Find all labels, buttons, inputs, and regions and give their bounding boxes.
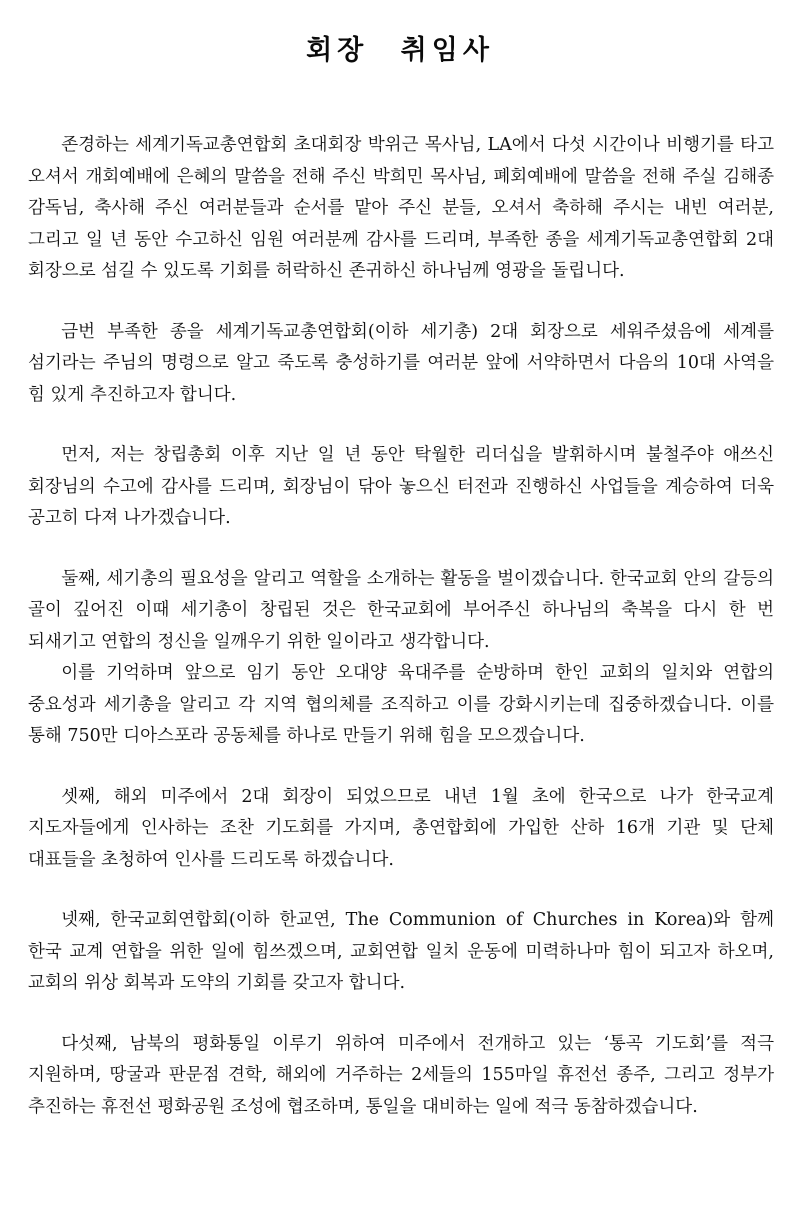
paragraph-greeting: 존경하는 세계기독교총연합회 초대회장 박위근 목사님, LA에서 다섯 시간이나 비행기를 타고 오셔서 개회예배에 은혜의 말씀을 전해 주신 박희민 목사님, 폐회예배에 말씀을 전해 주실 김해종 감독님, 축사해 주신 여러분들과 순서를 맡아 주신 분들, 오셔서 축하해 주시는 내빈 여러분, 그리고 일 년 동안 수고하신 임원 여러분께 감사를 드리며, 부족한 종을 세계기독교총연합회 2대 회장으로 섬길 수 있도록 기회를 허락하신 존귀하신 하나님께 영광을 돌립니다.: [28, 135, 774, 281]
page-title: 회장 취임사: [306, 35, 494, 66]
paragraph-second: 둘째, 세기총의 필요성을 알리고 역할을 소개하는 활동을 벌이겠습니다. 한국교회 안의 갈등의 골이 깊어진 이때 세기총이 창립된 것은 한국교회에 부어주신 하나님의 축복을 다시 한 번 되새기고 연합의 정신을 일깨우기 위한 일이라고 생각합니다.: [28, 568, 774, 652]
paragraph-third: 셋째, 해외 미주에서 2대 회장이 되었으므로 내년 1월 초에 한국으로 나가 한국교계 지도자들에게 인사하는 조찬 기도회를 가지며, 총연합회에 가입한 산하 16개 기관 및 단체 대표들을 초청하여 인사를 드리도록 하겠습니다.: [28, 786, 774, 870]
document-body: [28, 130, 774, 1123]
paragraph-fifth: 다섯째, 남북의 평화통일 이루기 위하여 미주에서 전개하고 있는 ‘통곡 기도회’를 적극 지원하며, 땅굴과 판문점 견학, 해외에 거주하는 2세들의 155마일 휴전선 종주, 그리고 정부가 추진하는 휴전선 평화공원 조성에 협조하며, 통일을 대비하는 일에 적극 동참하겠습니다.: [28, 1033, 774, 1117]
paragraph-first: 먼저, 저는 창립총회 이후 지난 일 년 동안 탁월한 리더십을 발휘하시며 불철주야 애쓰신 회장님의 수고에 감사를 드리며, 회장님이 닦아 놓으신 터전과 진행하신 사업들을 계승하여 더욱 공고히 다져 나가겠습니다.: [28, 445, 774, 528]
paragraph-fourth: 넷째, 한국교회연합회(이하 한교연, The Communion of Churches in Korea)와 함께 한국 교계 연합을 위한 일에 힘쓰겠으며, 교회연합 일치 운동에 미력하나마 힘이 되고자 하오며, 교회의 위상 회복과 도약의 기회를 갖고자 합니다.: [28, 910, 774, 993]
paragraph-second-continued: 이를 기억하며 앞으로 임기 동안 오대양 육대주를 순방하며 한인 교회의 일치와 연합의 중요성과 세기총을 알리고 각 지역 협의체를 조직하고 이를 강화시키는데 집중하겠습니다. 이를 통해 750만 디아스포라 공동체를 하나로 만들기 위해 힘을 모으겠습니다.: [28, 663, 774, 746]
paragraph-pledge: 금번 부족한 종을 세계기독교총연합회(이하 세기총) 2대 회장으로 세워주셨음에 세계를 섬기라는 주님의 명령으로 알고 죽도록 충성하기를 여러분 앞에 서약하면서 다음의 10대 사역을 힘 있게 추진하고자 합니다.: [28, 321, 774, 405]
